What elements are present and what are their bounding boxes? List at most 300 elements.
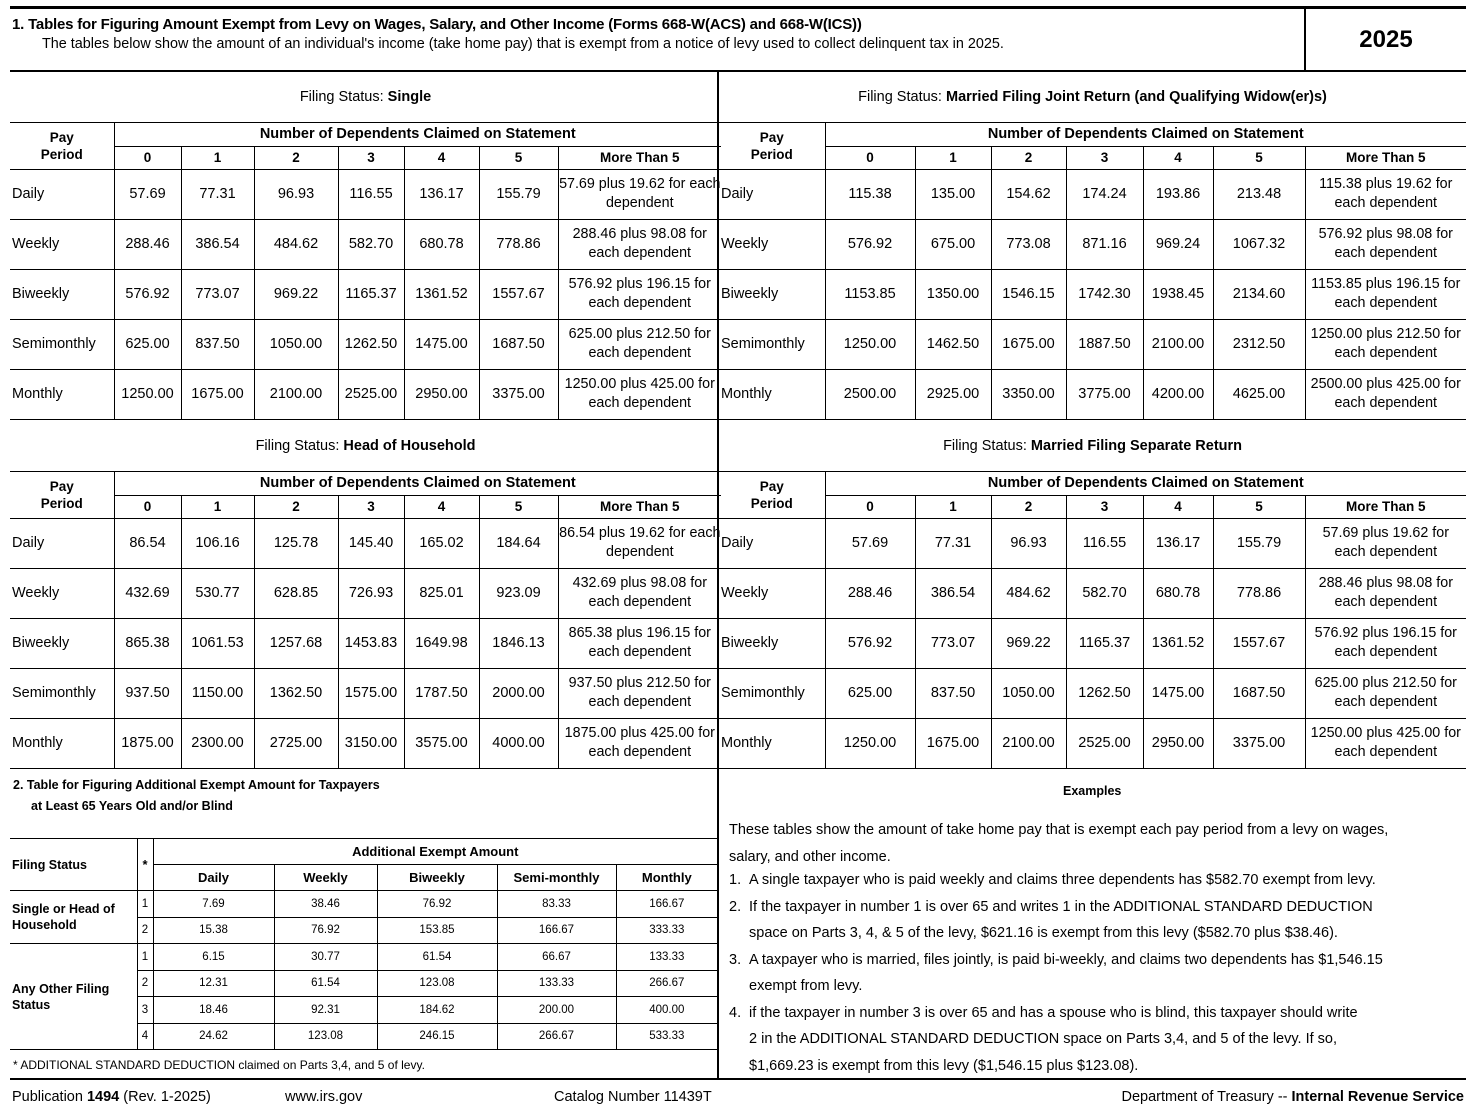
exempt-amount-cell: 675.00 <box>915 219 991 269</box>
exempt-amount-cell: 1150.00 <box>181 668 254 718</box>
column-header: Monthly <box>616 865 717 891</box>
exempt-amount-cell: 4625.00 <box>1213 369 1305 419</box>
more-than-5-cell: 1250.00 plus 425.00 for each dependent <box>1305 718 1466 768</box>
dependents-header: Number of Dependents Claimed on Statement <box>825 471 1466 495</box>
exempt-amount-cell: 3150.00 <box>338 718 404 768</box>
levy-table-3 <box>719 421 1466 769</box>
exempt-amount-cell: 288.46 <box>825 568 915 618</box>
column-header: More Than 5 <box>1305 146 1466 169</box>
column-header: 4 <box>1143 146 1213 169</box>
additional-amount-cell: 133.33 <box>616 944 717 971</box>
page-title: 1. Tables for Figuring Amount Exempt from Levy on Wages, Salary, and Other Income (Forms 668-W(ACS) and 668-W(ICS)) <box>12 16 862 33</box>
exempt-amount-cell: 837.50 <box>181 319 254 369</box>
more-than-5-cell: 288.46 plus 98.08 for each dependent <box>1305 568 1466 618</box>
star-header: * <box>137 839 153 891</box>
filing-status-group: Single or Head of Household <box>10 891 137 944</box>
additional-amount-cell: 333.33 <box>616 917 717 944</box>
additional-amount-cell: 76.92 <box>274 917 377 944</box>
department-label: Department of Treasury -- Internal Revenue Service <box>1121 1089 1464 1105</box>
exempt-amount-cell: 2100.00 <box>991 718 1066 768</box>
more-than-5-cell: 86.54 plus 19.62 for each dependent <box>558 518 721 568</box>
additional-amount-cell: 12.31 <box>153 970 274 997</box>
levy-table-1 <box>719 72 1466 420</box>
column-header: 0 <box>114 146 181 169</box>
filing-status-heading: Filing Status: Head of Household <box>10 421 721 471</box>
exempt-amount-cell: 1687.50 <box>1213 668 1305 718</box>
exempt-amount-cell: 1546.15 <box>991 269 1066 319</box>
deduction-count: 2 <box>137 917 153 944</box>
exempt-amount-cell: 778.86 <box>479 219 558 269</box>
exempt-amount-cell: 1675.00 <box>181 369 254 419</box>
exempt-amount-cell: 1050.00 <box>991 668 1066 718</box>
more-than-5-cell: 1250.00 plus 212.50 for each dependent <box>1305 319 1466 369</box>
more-than-5-cell: 625.00 plus 212.50 for each dependent <box>1305 668 1466 718</box>
dependents-header: Number of Dependents Claimed on Statement <box>825 122 1466 146</box>
table-row <box>10 369 721 419</box>
exempt-amount-cell: 530.77 <box>181 568 254 618</box>
additional-exempt-table <box>10 838 717 1050</box>
column-header: 5 <box>479 495 558 518</box>
exempt-amount-cell: 3375.00 <box>479 369 558 419</box>
exempt-amount-cell: 937.50 <box>114 668 181 718</box>
exempt-amount-cell: 1250.00 <box>825 319 915 369</box>
exempt-amount-cell: 1262.50 <box>1066 668 1143 718</box>
table-row <box>719 518 1466 568</box>
filing-status-header: Filing Status <box>10 839 137 891</box>
exempt-amount-cell: 3775.00 <box>1066 369 1143 419</box>
exempt-amount-cell: 628.85 <box>254 568 338 618</box>
exempt-amount-cell: 136.17 <box>1143 518 1213 568</box>
additional-amount-cell: 123.08 <box>377 970 497 997</box>
exempt-amount-cell: 386.54 <box>181 219 254 269</box>
example-item <box>729 947 1449 1000</box>
exempt-amount-cell: 2300.00 <box>181 718 254 768</box>
column-header: 1 <box>181 146 254 169</box>
exempt-amount-cell: 2312.50 <box>1213 319 1305 369</box>
column-header: 5 <box>1213 495 1305 518</box>
exempt-amount-cell: 155.79 <box>1213 518 1305 568</box>
table-row <box>10 618 721 668</box>
exempt-amount-cell: 213.48 <box>1213 169 1305 219</box>
publication-label: Publication 1494 (Rev. 1-2025) <box>12 1089 211 1105</box>
column-header: 4 <box>404 495 479 518</box>
column-header: Daily <box>153 865 274 891</box>
exempt-amount-cell: 576.92 <box>825 618 915 668</box>
exempt-amount-cell: 969.22 <box>991 618 1066 668</box>
exempt-amount-cell: 3350.00 <box>991 369 1066 419</box>
more-than-5-cell: 57.69 plus 19.62 for each dependent <box>1305 518 1466 568</box>
more-than-5-cell: 576.92 plus 196.15 for each dependent <box>1305 618 1466 668</box>
column-header: 5 <box>1213 146 1305 169</box>
pay-period-cell: Daily <box>10 518 114 568</box>
additional-amount-cell: 400.00 <box>616 997 717 1024</box>
column-header: 4 <box>1143 495 1213 518</box>
exempt-amount-cell: 1453.83 <box>338 618 404 668</box>
exempt-amount-cell: 1557.67 <box>479 269 558 319</box>
exempt-amount-cell: 1875.00 <box>114 718 181 768</box>
column-header: 0 <box>114 495 181 518</box>
column-header: 3 <box>1066 495 1143 518</box>
exempt-amount-cell: 57.69 <box>114 169 181 219</box>
exempt-amount-cell: 923.09 <box>479 568 558 618</box>
exempt-amount-cell: 2100.00 <box>254 369 338 419</box>
example-number: 2. <box>729 898 742 915</box>
exempt-amount-cell: 2525.00 <box>1066 718 1143 768</box>
exempt-amount-cell: 1257.68 <box>254 618 338 668</box>
table-row <box>719 668 1466 718</box>
table-row <box>719 169 1466 219</box>
year-box: 2025 <box>1304 9 1466 70</box>
table-row <box>10 169 721 219</box>
exempt-amount-cell: 2100.00 <box>1143 319 1213 369</box>
exempt-amount-cell: 1165.37 <box>1066 618 1143 668</box>
more-than-5-cell: 576.92 plus 98.08 for each dependent <box>1305 219 1466 269</box>
exempt-amount-cell: 484.62 <box>991 568 1066 618</box>
exempt-amount-cell: 115.38 <box>825 169 915 219</box>
example-item <box>729 1000 1449 1080</box>
page-subtitle: The tables below show the amount of an individual's income (take home pay) that is exempt from a notice of levy used to collect delinquent tax in 2025. <box>42 36 1004 52</box>
exempt-amount-cell: 116.55 <box>1066 518 1143 568</box>
exempt-amount-cell: 484.62 <box>254 219 338 269</box>
exempt-amount-cell: 1250.00 <box>825 718 915 768</box>
pay-period-cell: Monthly <box>719 718 825 768</box>
pay-period-cell: Semimonthly <box>719 668 825 718</box>
exempt-amount-cell: 1153.85 <box>825 269 915 319</box>
additional-amount-cell: 83.33 <box>497 891 616 918</box>
exempt-amount-cell: 680.78 <box>404 219 479 269</box>
footnote: * ADDITIONAL STANDARD DEDUCTION claimed on Parts 3,4, and 5 of levy. <box>13 1058 425 1072</box>
exempt-amount-cell: 1846.13 <box>479 618 558 668</box>
pay-period-cell: Biweekly <box>10 618 114 668</box>
additional-amount-cell: 7.69 <box>153 891 274 918</box>
example-item <box>729 867 1449 894</box>
additional-amount-cell: 266.67 <box>616 970 717 997</box>
additional-amount-cell: 246.15 <box>377 1023 497 1050</box>
exempt-amount-cell: 145.40 <box>338 518 404 568</box>
table-row <box>10 219 721 269</box>
example-number: 1. <box>729 872 742 888</box>
filing-status-heading: Filing Status: Married Filing Joint Return (and Qualifying Widow(er)s) <box>719 72 1466 122</box>
example-number: 4. <box>729 1004 742 1021</box>
additional-amount-cell: 533.33 <box>616 1023 717 1050</box>
pay-period-header: Pay Period <box>719 471 825 518</box>
table-row <box>719 568 1466 618</box>
exempt-amount-cell: 582.70 <box>1066 568 1143 618</box>
more-than-5-cell: 432.69 plus 98.08 for each dependent <box>558 568 721 618</box>
exempt-amount-cell: 4000.00 <box>479 718 558 768</box>
more-than-5-cell: 1250.00 plus 425.00 for each dependent <box>558 369 721 419</box>
exempt-amount-cell: 1557.67 <box>1213 618 1305 668</box>
additional-amount-cell: 76.92 <box>377 891 497 918</box>
exempt-amount-cell: 680.78 <box>1143 568 1213 618</box>
exempt-amount-cell: 969.22 <box>254 269 338 319</box>
column-header: 1 <box>915 146 991 169</box>
column-header: 3 <box>338 146 404 169</box>
exempt-amount-cell: 1361.52 <box>404 269 479 319</box>
additional-amount-cell: 30.77 <box>274 944 377 971</box>
exempt-amount-cell: 2925.00 <box>915 369 991 419</box>
exempt-amount-cell: 136.17 <box>404 169 479 219</box>
more-than-5-cell: 937.50 plus 212.50 for each dependent <box>558 668 721 718</box>
exempt-amount-cell: 2525.00 <box>338 369 404 419</box>
column-header: 3 <box>1066 146 1143 169</box>
additional-amount-cell: 24.62 <box>153 1023 274 1050</box>
additional-amount-cell: 38.46 <box>274 891 377 918</box>
table-row <box>719 369 1466 419</box>
section2-title: 2. Table for Figuring Additional Exempt Amount for Taxpayers at Least 65 Years Old and/or Blind <box>13 778 380 813</box>
exempt-amount-cell: 174.24 <box>1066 169 1143 219</box>
additional-amount-cell: 266.67 <box>497 1023 616 1050</box>
table-row <box>10 269 721 319</box>
column-header: Biweekly <box>377 865 497 891</box>
pay-period-cell: Daily <box>719 169 825 219</box>
example-text: A single taxpayer who is paid weekly and claims three dependents has $582.70 exempt from levy. <box>749 872 1376 888</box>
exempt-amount-cell: 625.00 <box>825 668 915 718</box>
additional-amount-cell: 123.08 <box>274 1023 377 1050</box>
exempt-amount-cell: 86.54 <box>114 518 181 568</box>
pay-period-header: Pay Period <box>719 122 825 169</box>
exempt-amount-cell: 2500.00 <box>825 369 915 419</box>
examples-title: Examples <box>1063 784 1122 798</box>
page-footer <box>10 1078 1466 1108</box>
additional-amount-cell: 61.54 <box>274 970 377 997</box>
exempt-amount-cell: 1687.50 <box>479 319 558 369</box>
exempt-amount-cell: 96.93 <box>991 518 1066 568</box>
additional-amount-cell: 200.00 <box>497 997 616 1024</box>
pay-period-cell: Monthly <box>10 369 114 419</box>
column-header: 0 <box>825 495 915 518</box>
table-row <box>719 219 1466 269</box>
more-than-5-cell: 115.38 plus 19.62 for each dependent <box>1305 169 1466 219</box>
deduction-count: 1 <box>137 891 153 918</box>
deduction-count: 3 <box>137 997 153 1024</box>
additional-amount-cell: 166.67 <box>497 917 616 944</box>
exempt-amount-cell: 1250.00 <box>114 369 181 419</box>
deduction-count: 1 <box>137 944 153 971</box>
pay-period-cell: Weekly <box>10 219 114 269</box>
more-than-5-cell: 1875.00 plus 425.00 for each dependent <box>558 718 721 768</box>
exempt-amount-cell: 576.92 <box>825 219 915 269</box>
pay-period-cell: Weekly <box>10 568 114 618</box>
exempt-amount-cell: 773.07 <box>915 618 991 668</box>
exempt-amount-cell: 582.70 <box>338 219 404 269</box>
additional-amount-cell: 18.46 <box>153 997 274 1024</box>
column-header: 4 <box>404 146 479 169</box>
table-row <box>10 319 721 369</box>
pay-period-cell: Daily <box>719 518 825 568</box>
examples-intro: These tables show the amount of take home pay that is exempt each pay period from a levy on wages, salary, and other income. <box>729 822 1389 865</box>
exempt-amount-cell: 77.31 <box>181 169 254 219</box>
pay-period-cell: Monthly <box>10 718 114 768</box>
filing-status-value: Head of Household <box>343 437 476 454</box>
pay-period-cell: Biweekly <box>719 269 825 319</box>
pay-period-cell: Weekly <box>719 568 825 618</box>
exempt-amount-cell: 116.55 <box>338 169 404 219</box>
more-than-5-cell: 865.38 plus 196.15 for each dependent <box>558 618 721 668</box>
pay-period-header: Pay Period <box>10 471 114 518</box>
example-item <box>729 894 1449 947</box>
exempt-amount-cell: 96.93 <box>254 169 338 219</box>
exempt-amount-cell: 106.16 <box>181 518 254 568</box>
exempt-amount-cell: 2000.00 <box>479 668 558 718</box>
exempt-amount-cell: 4200.00 <box>1143 369 1213 419</box>
additional-amount-cell: 92.31 <box>274 997 377 1024</box>
table-row <box>719 269 1466 319</box>
exempt-amount-cell: 2725.00 <box>254 718 338 768</box>
exempt-amount-cell: 154.62 <box>991 169 1066 219</box>
exempt-amount-cell: 871.16 <box>1066 219 1143 269</box>
filing-status-value: Married Filing Separate Return <box>1030 437 1243 454</box>
exempt-amount-cell: 1350.00 <box>915 269 991 319</box>
exempt-amount-cell: 386.54 <box>915 568 991 618</box>
table-row <box>719 319 1466 369</box>
exempt-amount-cell: 432.69 <box>114 568 181 618</box>
pay-period-cell: Biweekly <box>10 269 114 319</box>
exempt-amount-cell: 1067.32 <box>1213 219 1305 269</box>
exempt-amount-cell: 1262.50 <box>338 319 404 369</box>
deduction-count: 4 <box>137 1023 153 1050</box>
example-text: A taxpayer who is married, files jointly, is paid bi-weekly, and claims two dependents has $1,546.15 exempt from levy. <box>749 951 1383 994</box>
exempt-amount-cell: 2134.60 <box>1213 269 1305 319</box>
pay-period-cell: Semimonthly <box>719 319 825 369</box>
pay-period-header: Pay Period <box>10 122 114 169</box>
pay-period-cell: Weekly <box>719 219 825 269</box>
exempt-amount-cell: 778.86 <box>1213 568 1305 618</box>
exempt-amount-cell: 3575.00 <box>404 718 479 768</box>
exempt-amount-cell: 726.93 <box>338 568 404 618</box>
additional-amount-cell: 133.33 <box>497 970 616 997</box>
page-header <box>10 6 1466 72</box>
exempt-amount-cell: 288.46 <box>114 219 181 269</box>
levy-table-0 <box>10 72 721 420</box>
pay-period-cell: Biweekly <box>719 618 825 668</box>
exempt-amount-cell: 165.02 <box>404 518 479 568</box>
column-header: Weekly <box>274 865 377 891</box>
column-header: 5 <box>479 146 558 169</box>
exempt-amount-cell: 625.00 <box>114 319 181 369</box>
deduction-count: 2 <box>137 970 153 997</box>
exempt-amount-cell: 1575.00 <box>338 668 404 718</box>
more-than-5-cell: 576.92 plus 196.15 for each dependent <box>558 269 721 319</box>
exempt-amount-cell: 184.64 <box>479 518 558 568</box>
table-row <box>10 518 721 568</box>
column-header: Semi-monthly <box>497 865 616 891</box>
exempt-amount-cell: 1361.52 <box>1143 618 1213 668</box>
table-row <box>10 568 721 618</box>
exempt-amount-cell: 1887.50 <box>1066 319 1143 369</box>
exempt-amount-cell: 1462.50 <box>915 319 991 369</box>
additional-amount-cell: 61.54 <box>377 944 497 971</box>
column-header: 2 <box>254 146 338 169</box>
column-header: More Than 5 <box>558 146 721 169</box>
exempt-amount-cell: 576.92 <box>114 269 181 319</box>
exempt-amount-cell: 155.79 <box>479 169 558 219</box>
exempt-amount-cell: 1475.00 <box>1143 668 1213 718</box>
additional-amount-cell: 166.67 <box>616 891 717 918</box>
exempt-amount-cell: 773.07 <box>181 269 254 319</box>
website-link[interactable]: www.irs.gov <box>285 1089 363 1105</box>
filing-status-group: Any Other Filing Status <box>10 944 137 1050</box>
exempt-amount-cell: 1787.50 <box>404 668 479 718</box>
exempt-amount-cell: 773.08 <box>991 219 1066 269</box>
table-row <box>719 718 1466 768</box>
column-header: 2 <box>991 146 1066 169</box>
more-than-5-cell: 57.69 plus 19.62 for each dependent <box>558 169 721 219</box>
exempt-amount-cell: 865.38 <box>114 618 181 668</box>
dependents-header: Number of Dependents Claimed on Statement <box>114 471 721 495</box>
column-header: 1 <box>181 495 254 518</box>
exempt-amount-cell: 1742.30 <box>1066 269 1143 319</box>
example-text: if the taxpayer in number 3 is over 65 and has a spouse who is blind, this taxpayer should write 2 in the ADDITIONAL STANDARD DEDUCTION space on Parts 3,4, and 5 of the levy. If so, $1,669.23 is exempt from this levy ($1,546.15 plus $123.08). <box>749 1004 1358 1074</box>
additional-amount-cell: 6.15 <box>153 944 274 971</box>
table-row <box>719 618 1466 668</box>
example-text: If the taxpayer in number 1 is over 65 and writes 1 in the ADDITIONAL STANDARD DEDUCTION space on Parts 3, 4, & 5 of the levy, $621.16 is exempt from this levy ($582.70 plus $38.46). <box>749 898 1373 941</box>
exempt-amount-cell: 3375.00 <box>1213 718 1305 768</box>
exempt-amount-cell: 1649.98 <box>404 618 479 668</box>
exempt-amount-cell: 1061.53 <box>181 618 254 668</box>
pay-period-cell: Semimonthly <box>10 668 114 718</box>
catalog-number: Catalog Number 11439T <box>554 1089 712 1105</box>
additional-exempt-header: Additional Exempt Amount <box>153 839 717 865</box>
exempt-amount-cell: 969.24 <box>1143 219 1213 269</box>
exempt-amount-cell: 2950.00 <box>1143 718 1213 768</box>
filing-status-heading: Filing Status: Single <box>10 72 721 122</box>
column-header: 2 <box>254 495 338 518</box>
filing-status-value: Married Filing Joint Return (and Qualifying Widow(er)s) <box>945 88 1327 105</box>
examples-list <box>729 867 1449 1079</box>
column-header: 0 <box>825 146 915 169</box>
column-header: More Than 5 <box>1305 495 1466 518</box>
pay-period-cell: Semimonthly <box>10 319 114 369</box>
exempt-amount-cell: 135.00 <box>915 169 991 219</box>
table-row <box>10 944 717 971</box>
exempt-amount-cell: 1165.37 <box>338 269 404 319</box>
column-header: More Than 5 <box>558 495 721 518</box>
exempt-amount-cell: 77.31 <box>915 518 991 568</box>
more-than-5-cell: 1153.85 plus 196.15 for each dependent <box>1305 269 1466 319</box>
exempt-amount-cell: 1675.00 <box>991 319 1066 369</box>
exempt-amount-cell: 1050.00 <box>254 319 338 369</box>
additional-amount-cell: 184.62 <box>377 997 497 1024</box>
more-than-5-cell: 288.46 plus 98.08 for each dependent <box>558 219 721 269</box>
exempt-amount-cell: 2950.00 <box>404 369 479 419</box>
exempt-amount-cell: 1475.00 <box>404 319 479 369</box>
filing-status-value: Single <box>387 88 432 105</box>
more-than-5-cell: 625.00 plus 212.50 for each dependent <box>558 319 721 369</box>
pay-period-cell: Monthly <box>719 369 825 419</box>
exempt-amount-cell: 1938.45 <box>1143 269 1213 319</box>
additional-amount-cell: 153.85 <box>377 917 497 944</box>
more-than-5-cell: 2500.00 plus 425.00 for each dependent <box>1305 369 1466 419</box>
column-header: 2 <box>991 495 1066 518</box>
column-header: 3 <box>338 495 404 518</box>
exempt-amount-cell: 125.78 <box>254 518 338 568</box>
table-row <box>10 668 721 718</box>
table-row <box>10 891 717 918</box>
pay-period-cell: Daily <box>10 169 114 219</box>
exempt-amount-cell: 825.01 <box>404 568 479 618</box>
exempt-amount-cell: 57.69 <box>825 518 915 568</box>
exempt-amount-cell: 193.86 <box>1143 169 1213 219</box>
dependents-header: Number of Dependents Claimed on Statement <box>114 122 721 146</box>
additional-amount-cell: 15.38 <box>153 917 274 944</box>
additional-amount-cell: 66.67 <box>497 944 616 971</box>
exempt-amount-cell: 1675.00 <box>915 718 991 768</box>
exempt-amount-cell: 837.50 <box>915 668 991 718</box>
filing-status-heading: Filing Status: Married Filing Separate Return <box>719 421 1466 471</box>
levy-table-2 <box>10 421 721 769</box>
exempt-amount-cell: 1362.50 <box>254 668 338 718</box>
